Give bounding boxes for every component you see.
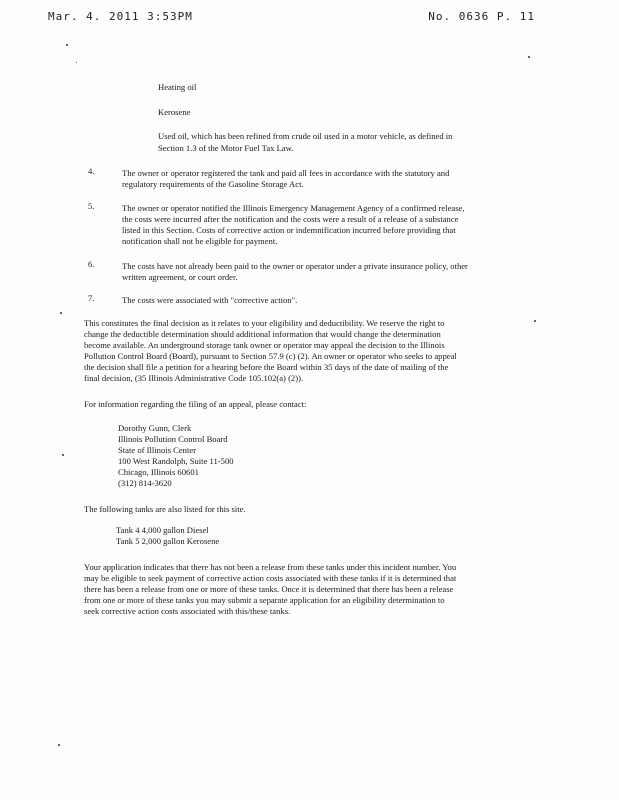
item-4-line-1: The owner or operator registered the tank and paid all fees in accordance with the statutory and <box>122 168 450 178</box>
final-line-1: Your application indicates that there has not been a release from these tanks under this incident number. You <box>84 562 457 572</box>
fax-number-page: No. 0636 P. 11 <box>428 10 535 23</box>
item-6-line-2: written agreement, or court order. <box>122 272 238 282</box>
scan-speck <box>62 454 64 456</box>
appeal-contact-intro: For information regarding the filing of an appeal, please contact: <box>84 399 307 409</box>
fuel-used-oil-line-1: Used oil, which has been refined from crude oil used in a motor vehicle, as defined in <box>158 131 453 141</box>
scan-speck <box>66 44 68 46</box>
fuel-used-oil-line-2: Section 1.3 of the Motor Fuel Tax Law. <box>158 143 294 153</box>
item-7-line-1: The costs were associated with "corrective action". <box>122 295 298 305</box>
item-5-line-3: listed in this Section. Costs of corrective action or indemnification incurred before providing that <box>122 225 456 235</box>
item-4-line-2: regulatory requirements of the Gasoline Storage Act. <box>122 179 304 189</box>
item-number-4: 4. <box>88 166 95 176</box>
contact-street: 100 West Randolph, Suite 11-500 <box>118 456 234 466</box>
decision-line-1: This constitutes the final decision as it relates to your eligibility and deductibility. We reserve the right to <box>84 318 445 328</box>
final-line-2: may be eligible to seek payment of corrective action costs associated with these tanks if it is determined that <box>84 573 457 583</box>
tanks-intro: The following tanks are also listed for this site. <box>84 504 246 514</box>
fuel-heating-oil: Heating oil <box>158 82 197 92</box>
fax-date-time: Mar. 4. 2011 3:53PM <box>48 10 193 23</box>
decision-line-4: Pollution Control Board (Board), pursuant to Section 57.9 (c) (2). An owner or operator who seeks to appeal <box>84 351 457 361</box>
decision-line-6: final decision, (35 Illinois Administrative Code 105.102(a) (2)). <box>84 373 304 383</box>
scan-speck <box>76 62 77 63</box>
decision-line-3: become available. An underground storage tank owner or operator may appeal the decision to the Illinois <box>84 340 445 350</box>
item-6-line-1: The costs have not already been paid to the owner or operator under a private insurance policy, other <box>122 261 468 271</box>
final-line-3: there has been a release from one or more of these tanks. Once it is determined that there has been a release <box>84 584 454 594</box>
scan-speck <box>528 56 530 58</box>
scan-speck <box>534 320 536 322</box>
final-line-4: from one or more of these tanks you may submit a separate application for an eligibility determination to <box>84 595 445 605</box>
contact-phone: (312) 814-3620 <box>118 478 172 488</box>
tank-5: Tank 5 2,000 gallon Kerosene <box>116 536 220 546</box>
tank-4: Tank 4 4,000 gallon Diesel <box>116 525 209 535</box>
item-number-5: 5. <box>88 201 95 211</box>
scan-speck <box>58 744 60 746</box>
decision-line-2: change the deductible determination should additional information that would change the determination <box>84 329 441 339</box>
contact-organization: Illinois Pollution Control Board <box>118 434 228 444</box>
contact-name: Dorothy Gunn, Clerk <box>118 423 192 433</box>
item-5-line-1: The owner or operator notified the Illinois Emergency Management Agency of a confirmed release, <box>122 203 465 213</box>
item-number-6: 6. <box>88 259 95 269</box>
item-5-line-4: notification shall not be eligible for payment. <box>122 236 278 246</box>
fuel-kerosene: Kerosene <box>158 107 191 117</box>
item-number-7: 7. <box>88 293 95 303</box>
item-5-line-2: the costs were incurred after the notification and the costs were a result of a release of a substance <box>122 214 459 224</box>
final-line-5: seek corrective action costs associated with this/these tanks. <box>84 606 291 616</box>
scan-speck <box>60 312 62 314</box>
contact-building: State of Illinois Center <box>118 445 197 455</box>
decision-line-5: the decision shall file a petition for a hearing before the Board within 35 days of the date of mailing of the <box>84 362 449 372</box>
contact-city: Chicago, Illinois 60601 <box>118 467 199 477</box>
